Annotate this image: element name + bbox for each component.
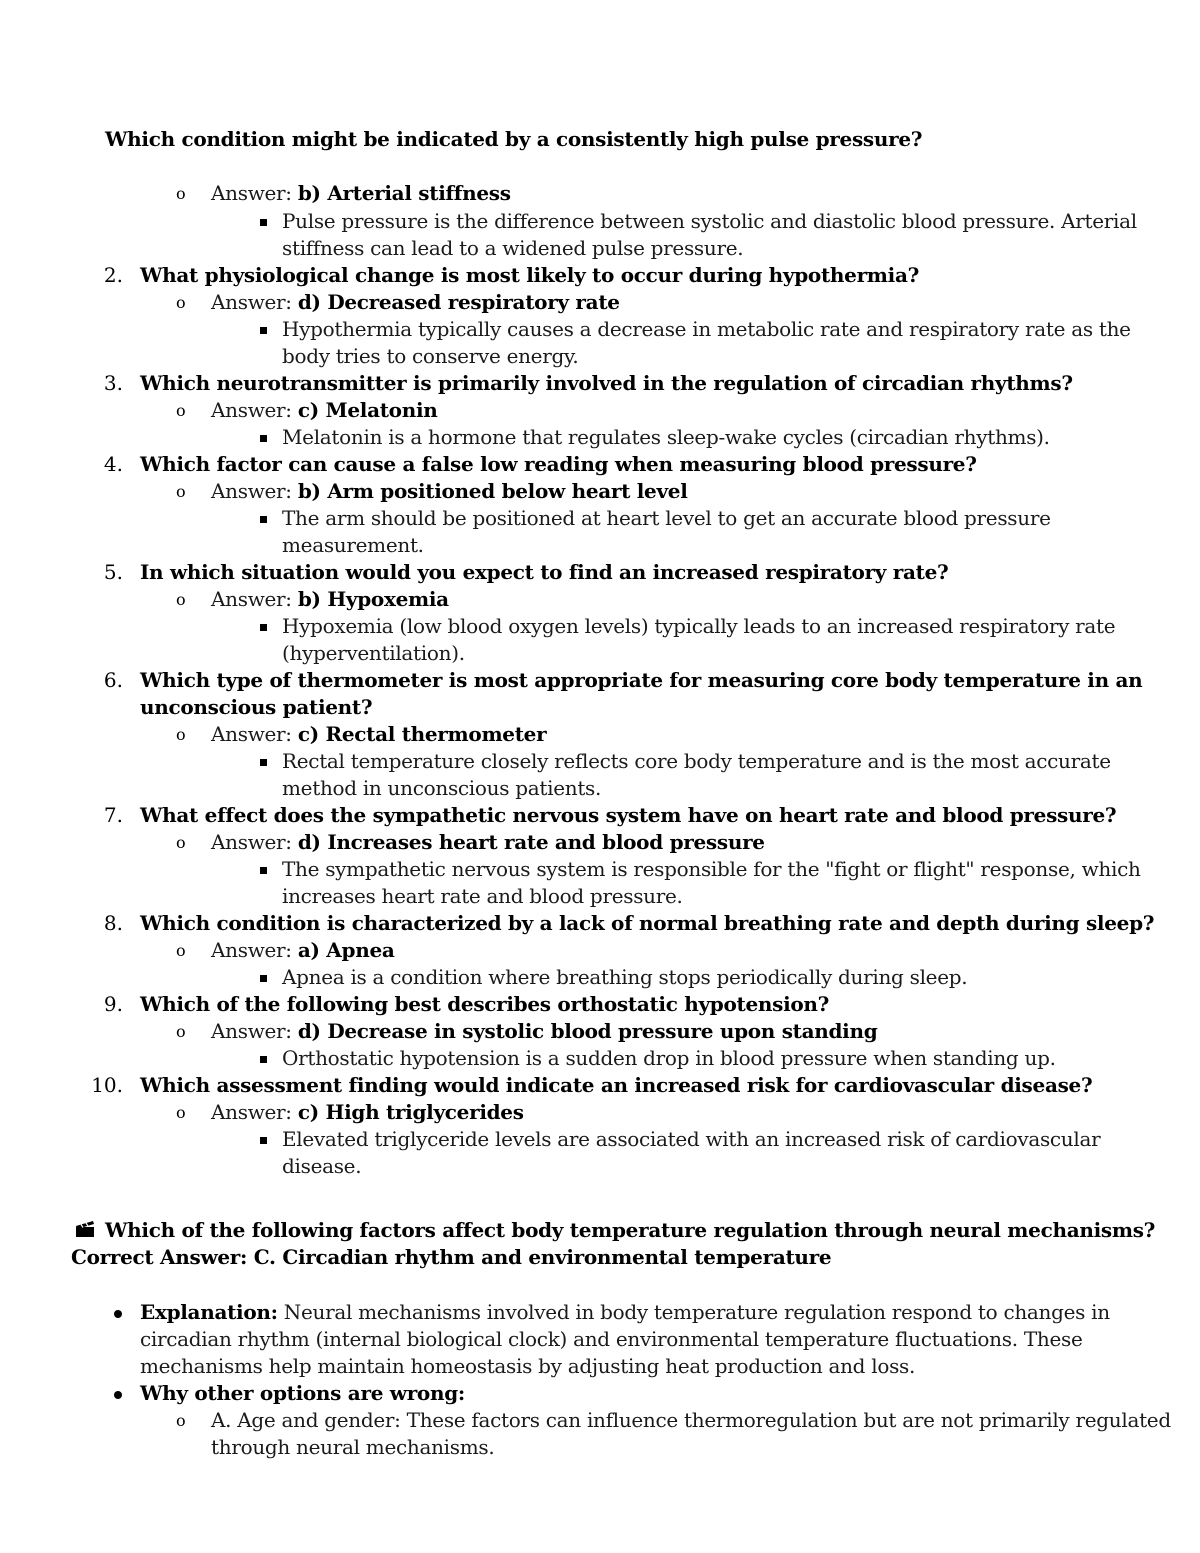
explanation-line [140,1299,1110,1326]
answer-text: b) Arterial stiffness [297,181,511,205]
explanation-text: Apnea is a condition where breathing stops periodically during sleep. [282,965,968,989]
question-number: 3. [103,371,123,395]
question-text: Which condition is characterized by a lack of normal breathing rate and depth during sleep? [140,911,1155,935]
dot-bullet-icon [114,1310,122,1318]
circle-bullet-icon: o [176,833,186,852]
answer-text: b) Hypoxemia [297,587,449,611]
square-bullet-icon [260,624,267,631]
section-question: Which of the following factors affect body temperature regulation through neural mechanisms? [105,1218,1156,1242]
answer-prefix: Answer: [211,290,298,314]
answer-prefix: Answer: [211,938,298,962]
question-number: 9. [103,992,123,1016]
question-text: What effect does the sympathetic nervous system have on heart rate and blood pressure? [140,803,1117,827]
intro-explanation-line: stiffness can lead to a widened pulse pressure. [282,236,744,260]
circle-bullet-icon: o [176,590,186,609]
circle-bullet-icon: o [176,293,186,312]
answer-line [211,586,449,613]
answer-text: c) High triglycerides [297,1100,524,1124]
answer-prefix: Answer: [211,587,298,611]
answer-text: a) Apnea [297,938,395,962]
answer-text: c) Rectal thermometer [297,722,547,746]
question-text: What physiological change is most likely to occur during hypothermia? [140,263,920,287]
answer-prefix: Answer: [211,830,298,854]
explanation-label: Explanation: [140,1300,278,1324]
square-bullet-icon [260,516,267,523]
square-bullet-icon [260,435,267,442]
question-number: 2. [103,263,123,287]
answer-line [211,1018,877,1045]
explanation-text: Melatonin is a hormone that regulates sleep-wake cycles (circadian rhythms). [282,425,1050,449]
answer-prefix: Answer: [211,181,298,205]
wrong-options-label: Why other options are wrong: [140,1381,465,1405]
answer-text: d) Increases heart rate and blood pressure [297,830,765,854]
answer-line [211,937,395,964]
intro-question: Which condition might be indicated by a consistently high pulse pressure? [105,127,923,151]
circle-bullet-icon: o [176,725,186,744]
square-bullet-icon [260,1137,267,1144]
answer-line [211,721,546,748]
explanation-line: circadian rhythm (internal biological clock) and environmental temperature fluctuations. These [140,1327,1083,1351]
answer-text: c) Melatonin [297,398,438,422]
question-text: Which type of thermometer is most appropriate for measuring core body temperature in an [140,668,1143,692]
square-bullet-icon [260,759,267,766]
circle-bullet-icon: o [176,941,186,960]
question-number: 5. [103,560,123,584]
dot-bullet-icon [114,1391,122,1399]
question-text: Which assessment finding would indicate an increased risk for cardiovascular disease? [140,1073,1093,1097]
explanation-text: Hypothermia typically causes a decrease in metabolic rate and respiratory rate as the [282,317,1131,341]
square-bullet-icon [260,327,267,334]
clapperboard-icon [74,1220,96,1238]
question-number: 6. [103,668,123,692]
answer-text: d) Decreased respiratory rate [297,290,620,314]
answer-prefix: Answer: [211,722,298,746]
circle-bullet-icon: o [176,401,186,420]
question-number: 4. [103,452,123,476]
explanation-text: method in unconscious patients. [282,776,602,800]
answer-text: b) Arm positioned below heart level [297,479,688,503]
question-text: Which factor can cause a false low reading when measuring blood pressure? [140,452,977,476]
explanation-text: measurement. [282,533,424,557]
circle-bullet-icon: o [176,1022,186,1041]
circle-bullet-icon: o [176,1103,186,1122]
explanation-text: Orthostatic hypotension is a sudden drop in blood pressure when standing up. [282,1046,1056,1070]
answer-line [211,478,688,505]
question-number: 7. [103,803,123,827]
question-number: 8. [103,911,123,935]
explanation-text: body tries to conserve energy. [282,344,579,368]
answer-prefix: Answer: [211,1019,298,1043]
intro-answer [211,180,511,207]
question-number: 10. [91,1073,123,1097]
question-text: Which of the following best describes orthostatic hypotension? [140,992,830,1016]
question-text: unconscious patient? [140,695,373,719]
explanation-text: Neural mechanisms involved in body temperature regulation respond to changes in [277,1300,1110,1324]
question-text: In which situation would you expect to find an increased respiratory rate? [140,560,949,584]
correct-answer: Correct Answer: C. Circadian rhythm and environmental temperature [71,1245,832,1269]
explanation-text: (hyperventilation). [282,641,465,665]
explanation-text: Rectal temperature closely reflects core body temperature and is the most accurate [282,749,1111,773]
explanation-line: mechanisms help maintain homeostasis by adjusting heat production and loss. [140,1354,916,1378]
explanation-text: disease. [282,1154,362,1178]
answer-prefix: Answer: [211,479,298,503]
explanation-text: increases heart rate and blood pressure. [282,884,683,908]
circle-bullet-icon: o [176,1411,186,1430]
wrong-option-line: A. Age and gender: These factors can influence thermoregulation but are not primarily regulated [211,1408,1171,1432]
answer-prefix: Answer: [211,398,298,422]
circle-bullet-icon: o [176,482,186,501]
question-text: Which neurotransmitter is primarily involved in the regulation of circadian rhythms? [140,371,1073,395]
explanation-text: The sympathetic nervous system is responsible for the "fight or flight" response, which [282,857,1141,881]
square-bullet-icon [260,867,267,874]
answer-line [211,397,438,424]
intro-explanation-line: Pulse pressure is the difference between systolic and diastolic blood pressure. Arterial [282,209,1137,233]
explanation-text: Elevated triglyceride levels are associated with an increased risk of cardiovascular [282,1127,1101,1151]
answer-line [211,289,620,316]
answer-text: d) Decrease in systolic blood pressure upon standing [297,1019,878,1043]
circle-bullet-icon: o [176,184,186,203]
answer-line [211,1099,524,1126]
answer-line [211,829,765,856]
answer-prefix: Answer: [211,1100,298,1124]
explanation-text: The arm should be positioned at heart level to get an accurate blood pressure [282,506,1051,530]
square-bullet-icon [260,975,267,982]
square-bullet-icon [260,1056,267,1063]
explanation-text: Hypoxemia (low blood oxygen levels) typically leads to an increased respiratory rate [282,614,1116,638]
square-bullet-icon [260,219,267,226]
wrong-option-line: through neural mechanisms. [211,1435,495,1459]
